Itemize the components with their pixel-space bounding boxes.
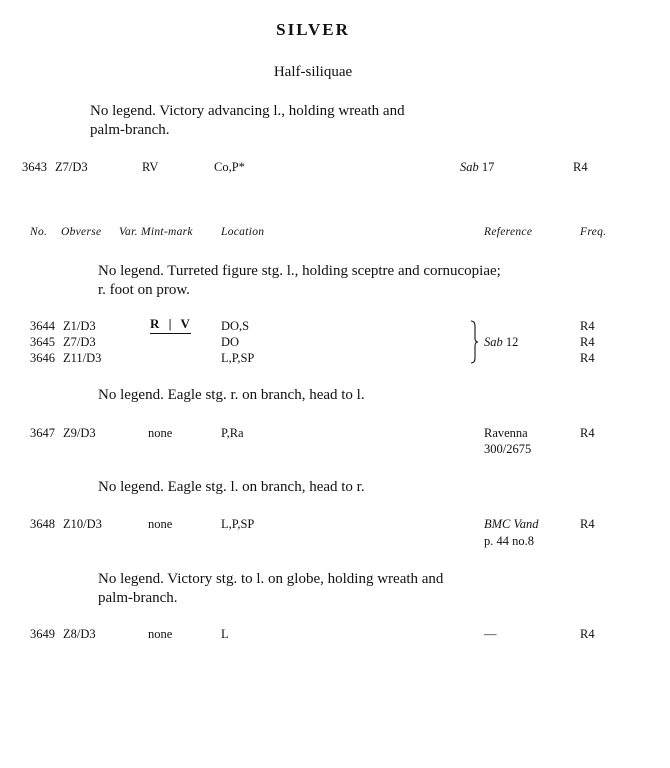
frequency: R4 [580,627,595,641]
reference-line2: p. 44 no.8 [484,534,534,548]
catalogue-number: 3644 [30,319,55,333]
type-description [90,102,405,140]
mint-mark: none [148,627,173,641]
header-reference: Reference [484,226,533,238]
obverse-die: Z1/D3 [63,319,96,333]
description-line: No legend. Victory stg. to l. on globe, holding wreath and [98,571,444,587]
description-line: No legend. Eagle stg. l. on branch, head to r. [98,479,365,495]
obverse-die: Z7/D3 [55,160,88,174]
mint-mark: none [148,517,173,531]
location: L,P,SP [221,351,255,365]
location: Co,P* [214,160,245,174]
type-description [98,262,501,300]
reference-line1: Ravenna [484,426,528,440]
reference [460,160,494,175]
mint-mark-right: V [180,316,191,331]
reference-page: 17 [478,160,495,174]
header-var-mint: Var. Mint-mark [119,226,193,238]
reference-source: Sab [460,160,479,174]
location: DO [221,335,240,349]
obverse-die: Z10/D3 [63,517,102,531]
reference-line1: BMC Vand [484,517,539,531]
mint-mark: none [148,426,173,440]
catalogue-number: 3647 [30,426,55,440]
description-line: No legend. Victory advancing l., holding wreath and [90,103,405,119]
frequency: R4 [580,319,595,333]
brace-bracket [470,320,478,364]
frequency: R4 [580,517,595,531]
catalogue-number: 3648 [30,517,55,531]
reference-page: 12 [502,335,519,349]
obverse-die: Z7/D3 [63,335,96,349]
frequency: R4 [580,426,595,440]
obverse-die: Z9/D3 [63,426,96,440]
mint-mark [150,316,191,334]
frequency: R4 [573,160,588,174]
obverse-die: Z8/D3 [63,627,96,641]
catalogue-number: 3649 [30,627,55,641]
description-line: No legend. Eagle stg. r. on branch, head to l. [98,387,365,403]
page-title: SILVER [276,20,350,39]
header-no: No. [30,226,48,238]
type-description [98,386,365,405]
description-line: palm-branch. [98,590,178,606]
catalogue-number: 3646 [30,351,55,365]
type-description [98,478,365,497]
variety: RV [142,160,159,174]
header-obverse: Obverse [61,226,102,238]
catalogue-number: 3645 [30,335,55,349]
reference-source: Sab [484,335,503,349]
location: P,Ra [221,426,244,440]
reference-line2: 300/2675 [484,442,532,456]
mint-mark-left: R [150,316,161,331]
frequency: R4 [580,351,595,365]
frequency: R4 [580,335,595,349]
location: L,P,SP [221,517,255,531]
page-subtitle: Half-siliquae [273,64,353,80]
type-description [98,570,443,608]
mint-mark-divider: | [168,316,173,331]
catalogue-number: 3643 [22,160,47,174]
description-line: r. foot on prow. [98,282,190,298]
reference [484,335,518,350]
obverse-die: Z11/D3 [63,351,102,365]
reference: — [484,627,497,641]
header-location: Location [221,226,265,238]
description-line: palm-branch. [90,122,170,138]
location: DO,S [221,319,250,333]
location: L [221,627,229,641]
header-freq: Freq. [580,226,607,238]
description-line: No legend. Turreted figure stg. l., holding sceptre and cornucopiae; [98,263,501,279]
